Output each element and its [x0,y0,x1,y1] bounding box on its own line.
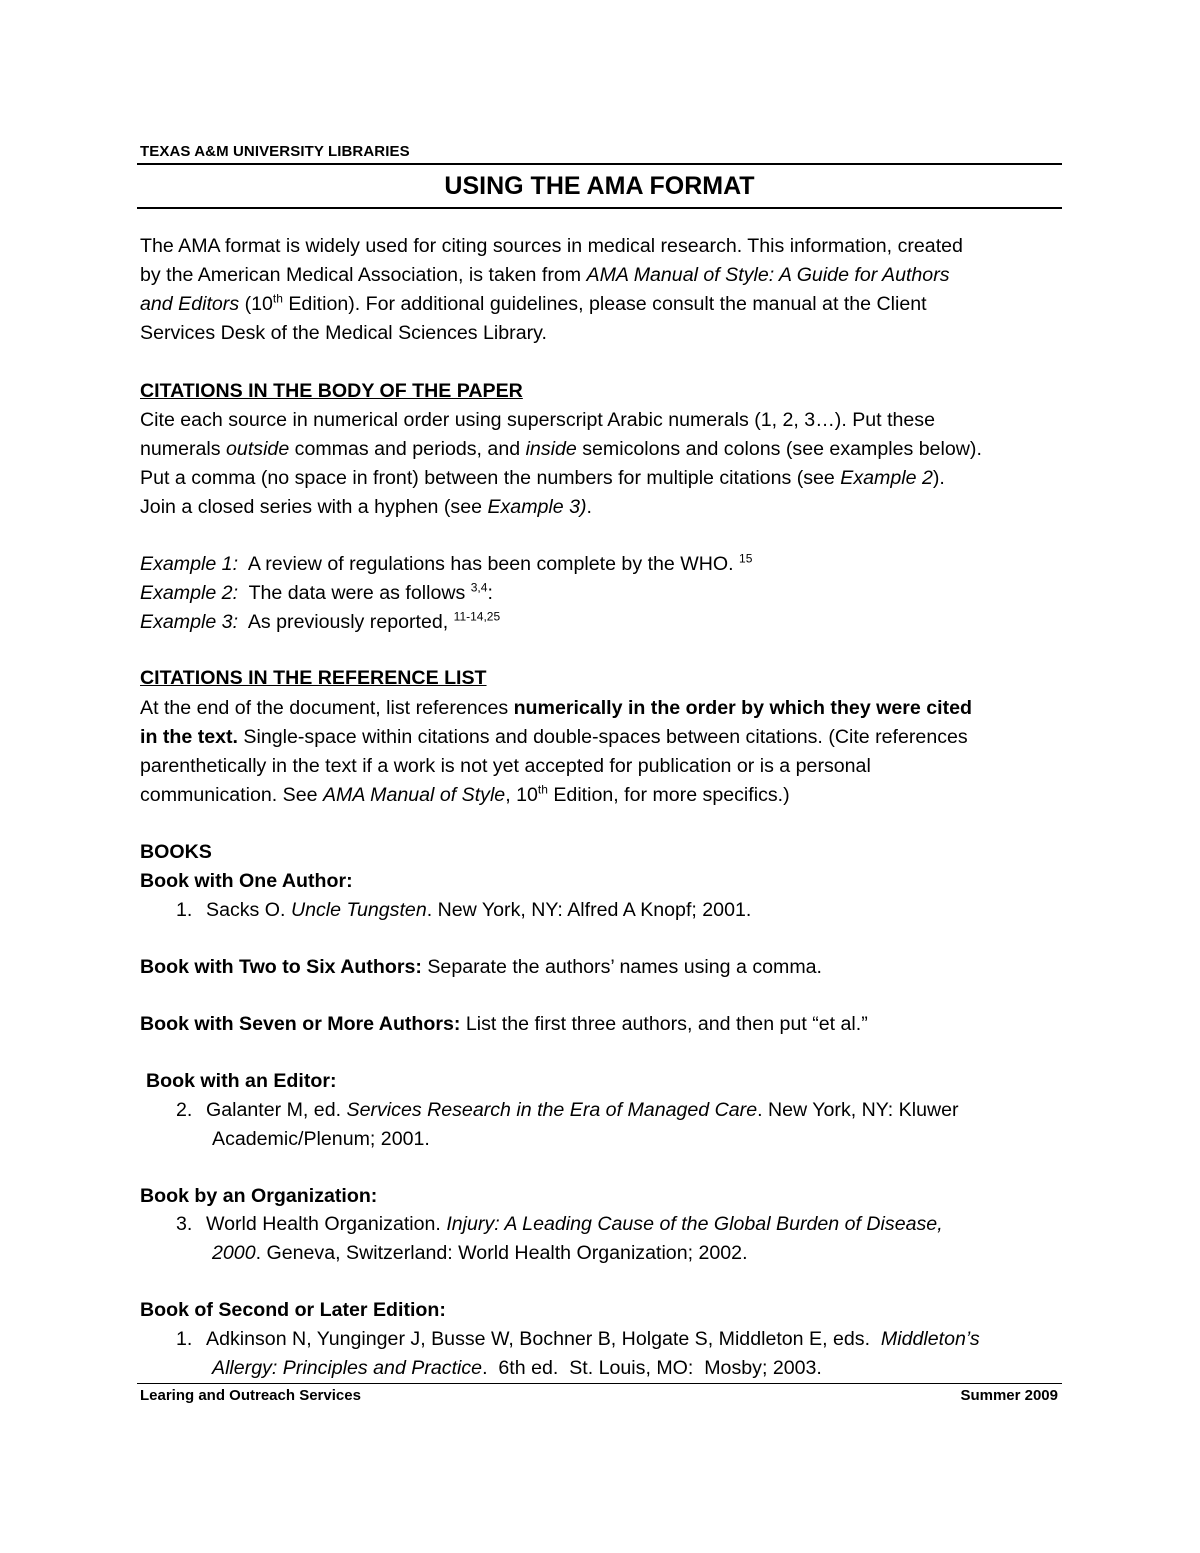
book-title: Uncle Tungsten [290,899,427,921]
ref-text: communication. See [140,784,323,806]
citation-text: Adkinson N, Yunginger J, Busse W, Bochner B, Holgate S, Middleton E, eds. [206,1328,881,1350]
body-text: numerals [140,438,227,460]
book-title: 2000 [212,1242,256,1264]
rule-text: List the first three authors, and then put “et al.” [460,1013,868,1035]
list-number: 1. [176,899,193,921]
example-label: Example 3: [140,611,239,633]
manual-title: AMA Manual of Style [322,784,506,806]
page-title: USING THE AMA FORMAT [444,172,755,200]
intro-text: Edition). For additional guidelines, please consult the manual at the Client [282,293,927,315]
citation-text: . Geneva, Switzerland: World Health Organization; 2002. [255,1242,748,1264]
ref-line-4 [140,784,790,807]
body-text: . [586,496,592,518]
superscript: th [272,291,283,306]
book-title: Allergy: Principles and Practice [212,1357,483,1379]
intro-line-3 [140,293,927,316]
example-text: The data were as follows [238,582,471,604]
book-two-six-line [140,956,822,979]
manual-title-cont: and Editors [140,293,240,315]
example-label: Example 1: [140,553,239,575]
header-rule-bottom [137,207,1062,209]
body-line-3 [140,467,945,490]
body-line-2 [140,438,982,461]
ref-line-2 [140,726,968,749]
footer-rule [137,1383,1062,1384]
book-title: Injury: A Leading Cause of the Global Burden of Disease, [446,1213,943,1235]
book-edition-label: Book of Second or Later Edition: [140,1299,446,1321]
emphasis: inside [525,438,577,460]
intro-line-1: The AMA format is widely used for citing sources in medical research. This information, created [140,235,963,257]
ref-text: At the end of the document, list references [140,697,514,719]
citation-item-cont: Academic/Plenum; 2001. [212,1128,430,1150]
intro-line-2 [140,264,950,287]
citation-item [176,1099,959,1122]
list-number: 1. [176,1328,193,1350]
body-line-1: Cite each source in numerical order using superscript Arabic numerals (1, 2, 3…). Put these [140,409,936,431]
book-one-author-label: Book with One Author: [140,870,353,892]
header-org: TEXAS A&M UNIVERSITY LIBRARIES [140,143,410,160]
citation-text: Galanter M, ed. [206,1099,347,1121]
books-heading: BOOKS [140,841,212,863]
citation-text: . New York, NY: Alfred A Knopf; 2001. [426,899,752,921]
ref-line-1 [140,697,972,720]
ref-text: Edition, for more specifics.) [547,784,790,806]
emphasis: outside [226,438,290,460]
example-text: As previously reported, [238,611,454,633]
book-organization-label: Book by an Organization: [140,1185,378,1207]
book-two-six-label: Book with Two to Six Authors: [140,956,422,978]
book-seven-more-label: Book with Seven or More Authors: [140,1013,461,1035]
book-title: Services Research in the Era of Managed Care [346,1099,758,1121]
intro-line-4: Services Desk of the Medical Sciences Library. [140,322,547,344]
manual-title: AMA Manual of Style: A Guide for Authors [586,264,950,286]
list-number: 2. [176,1099,193,1121]
emphasis: Example 2 [840,467,933,489]
ref-bold-text: numerically in the order by which they were cited [513,697,972,719]
intro-text: by the American Medical Association, is taken from [140,264,587,286]
book-title: Middleton’s [880,1328,980,1350]
citation-text: . 6th ed. St. Louis, MO: Mosby; 2003. [482,1357,822,1379]
list-number: 3. [176,1213,193,1235]
ref-text: Single-space within citations and double-spaces between citations. (Cite references [237,726,968,748]
citation-text: Sacks O. [206,899,291,921]
citation-item-cont [212,1242,748,1265]
citation-text: World Health Organization. [206,1213,447,1235]
body-text: ). [932,467,945,489]
ref-text: , 10 [505,784,538,806]
body-line-4 [140,496,592,519]
citation-text: . New York, NY: Kluwer [757,1099,959,1121]
rule-text: Separate the authors’ names using a comma. [421,956,822,978]
citation-item [176,899,751,922]
ref-line-3: parenthetically in the text if a work is not yet accepted for publication or is a personal [140,755,871,777]
citation-item [176,1328,980,1351]
citation-item [176,1213,943,1236]
book-seven-more-line [140,1013,868,1036]
superscript: 15 [739,551,753,566]
intro-text: (10 [239,293,273,315]
superscript: 3,4 [470,580,488,595]
superscript: th [537,782,548,797]
footer-left: Learing and Outreach Services [140,1387,361,1404]
superscript: 11-14,25 [453,609,501,624]
citation-item-cont [212,1357,822,1380]
emphasis: Example 3) [487,496,587,518]
section-heading-reference: CITATIONS IN THE REFERENCE LIST [140,667,487,689]
body-text: Put a comma (no space in front) between the numbers for multiple citations (see [140,467,841,489]
example-label: Example 2: [140,582,239,604]
body-text: semicolons and colons (see examples below). [576,438,982,460]
example-line [140,611,500,634]
header-rule-top [137,163,1062,165]
body-text: Join a closed series with a hyphen (see [140,496,488,518]
body-text: commas and periods, and [289,438,526,460]
example-text: : [487,582,493,604]
ref-bold-text: in the text. [140,726,238,748]
example-line [140,553,752,576]
example-text: A review of regulations has been complete by the WHO. [238,553,740,575]
section-heading-body: CITATIONS IN THE BODY OF THE PAPER [140,380,523,402]
example-line [140,582,493,605]
book-editor-label: Book with an Editor: [146,1070,337,1092]
footer-right: Summer 2009 [960,1387,1058,1404]
